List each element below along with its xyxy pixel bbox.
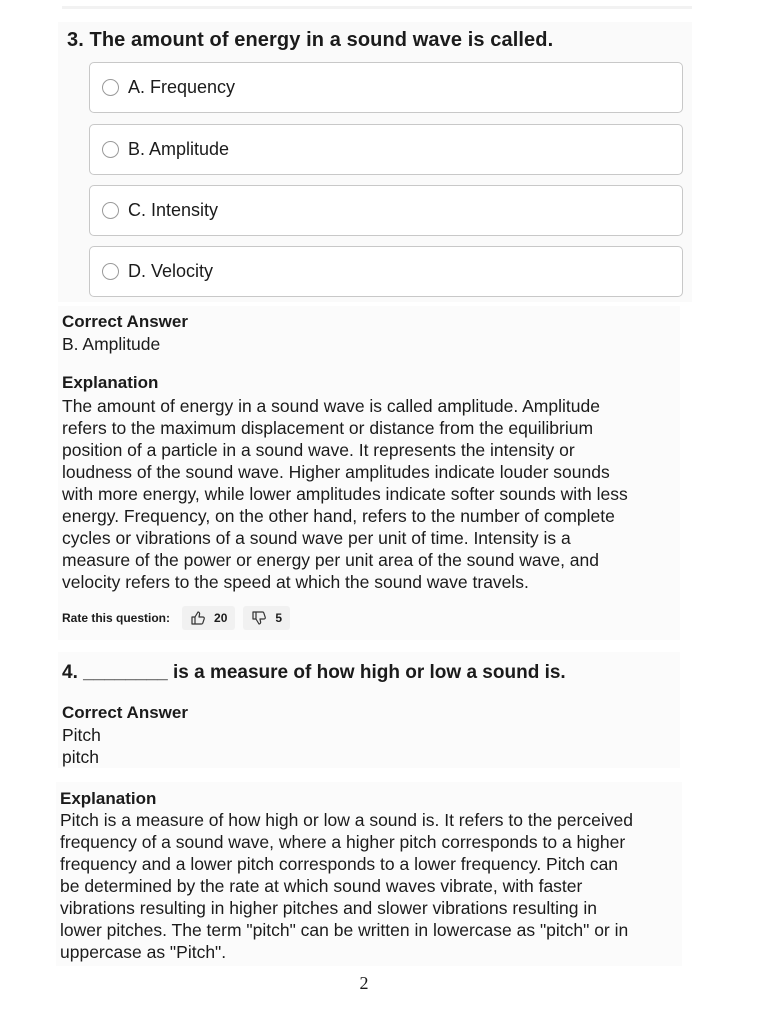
- q4-answer-2: pitch: [62, 747, 99, 767]
- radio-icon[interactable]: [102, 141, 119, 158]
- thumbs-up-icon: [190, 610, 206, 626]
- top-divider: [62, 6, 692, 9]
- explanation-line: measure of the power or energy per unit area of the sound wave, and: [62, 550, 599, 570]
- thumbs-up-button[interactable]: [182, 606, 235, 630]
- explanation-line: loudness of the sound wave. Higher amplitudes indicate louder sounds: [62, 462, 610, 482]
- explanation-line: cycles or vibrations of a sound wave per unit of time. Intensity is a: [62, 528, 571, 548]
- explanation-line: lower pitches. The term "pitch" can be written in lowercase as "pitch" or in: [60, 920, 629, 940]
- question-4-number: 4.: [62, 662, 78, 683]
- q4-explanation-heading: Explanation: [60, 789, 157, 808]
- explanation-heading: Explanation: [62, 373, 159, 392]
- option-a[interactable]: [89, 62, 683, 113]
- rating-label: Rate this question:: [62, 610, 171, 625]
- explanation-line: position of a particle in a sound wave. It represents the intensity or: [62, 440, 575, 460]
- option-d-label: D. Velocity: [128, 261, 214, 281]
- option-c[interactable]: [89, 185, 683, 236]
- thumbs-up-count: 20: [214, 610, 228, 625]
- rating-row: [62, 605, 298, 630]
- correct-answer-value: B. Amplitude: [62, 334, 161, 354]
- question-4-title: [62, 662, 566, 684]
- explanation-line: refers to the maximum displacement or distance from the equilibrium: [62, 418, 594, 438]
- q4-answer-1: Pitch: [62, 725, 101, 745]
- thumbs-down-count: 5: [275, 610, 283, 625]
- option-d[interactable]: [89, 246, 683, 297]
- explanation-line: Pitch is a measure of how high or low a sound is. It refers to the perceived: [60, 810, 633, 830]
- explanation-line: energy. Frequency, on the other hand, refers to the number of complete: [62, 506, 615, 526]
- explanation-line: uppercase as "Pitch".: [60, 942, 227, 962]
- explanation-line: velocity refers to the speed at which the sound wave travels.: [62, 572, 529, 592]
- question-4-title-text: is a measure of how high or low a sound is.: [172, 662, 566, 683]
- page-number: 2: [359, 973, 369, 993]
- question-3-title: 3. The amount of energy in a sound wave is called.: [67, 29, 554, 51]
- q4-correct-answer-heading: Correct Answer: [62, 703, 188, 722]
- option-c-label: C. Intensity: [128, 200, 219, 220]
- thumbs-down-icon: [251, 610, 267, 626]
- radio-icon[interactable]: [102, 202, 119, 219]
- option-b[interactable]: [89, 124, 683, 175]
- explanation-text: [62, 395, 628, 593]
- question-4-blank: ________: [83, 662, 168, 683]
- radio-icon[interactable]: [102, 79, 119, 96]
- thumbs-down-button[interactable]: [243, 606, 290, 630]
- explanation-line: with more energy, while lower amplitudes indicate softer sounds with less: [62, 484, 628, 504]
- explanation-line: vibrations resulting in higher pitches and slower vibrations resulting in: [60, 898, 597, 918]
- explanation-line: be determined by the rate at which sound waves vibrate, with faster: [60, 876, 583, 896]
- radio-icon[interactable]: [102, 263, 119, 280]
- q4-explanation-text: [60, 809, 633, 963]
- correct-answer-heading: Correct Answer: [62, 312, 188, 331]
- explanation-line: The amount of energy in a sound wave is called amplitude. Amplitude: [62, 396, 600, 416]
- explanation-line: frequency and a lower pitch corresponds to a lower frequency. Pitch can: [60, 854, 619, 874]
- explanation-line: frequency of a sound wave, where a higher pitch corresponds to a higher: [60, 832, 626, 852]
- option-a-label: A. Frequency: [128, 77, 236, 97]
- option-b-label: B. Amplitude: [128, 139, 230, 159]
